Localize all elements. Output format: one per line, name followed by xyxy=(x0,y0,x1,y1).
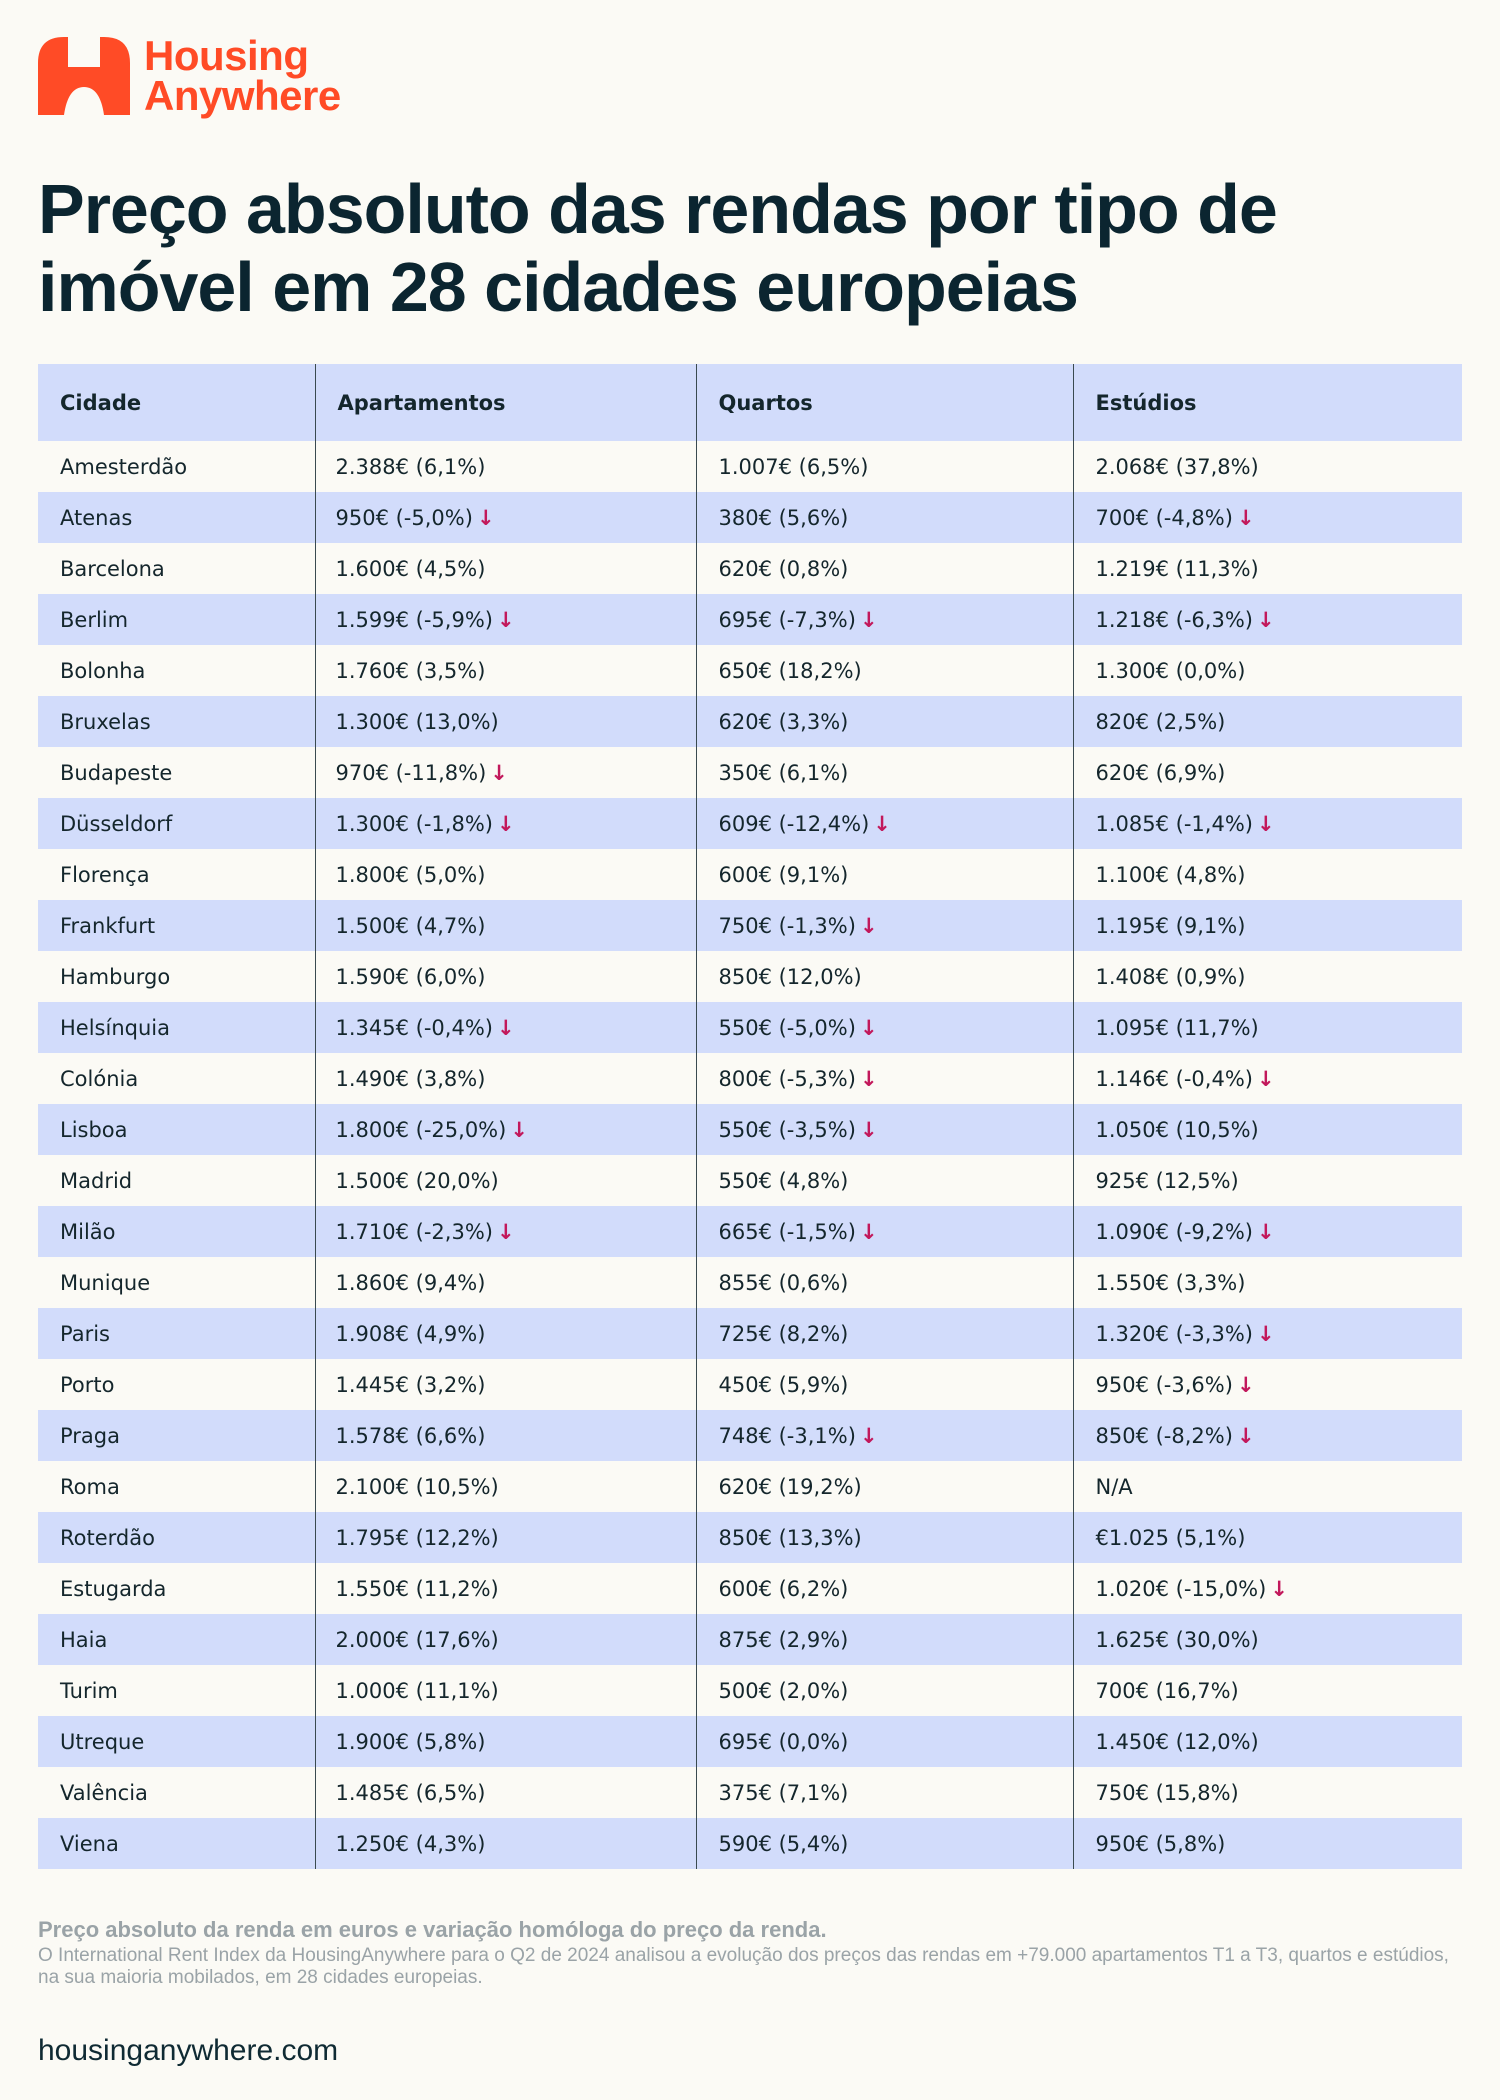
cell-room-value: 748€ (-3,1%) xyxy=(718,1423,856,1448)
cell-city xyxy=(38,1563,315,1614)
cell-studio xyxy=(1073,492,1462,543)
cell-apartment xyxy=(315,1308,696,1359)
cell-studio xyxy=(1073,1563,1462,1614)
cell-city-value: Paris xyxy=(60,1321,110,1346)
cell-city-value: Porto xyxy=(60,1372,115,1397)
table-row xyxy=(38,543,1462,594)
cell-city xyxy=(38,441,315,492)
cell-studio-value: 1.090€ (-9,2%) xyxy=(1095,1219,1253,1244)
cell-studio-value: 1.085€ (-1,4%) xyxy=(1095,811,1253,836)
cell-studio-value: 850€ (-8,2%) xyxy=(1095,1423,1233,1448)
down-arrow-icon: ↓ xyxy=(510,1117,528,1142)
cell-studio xyxy=(1073,696,1462,747)
cell-studio xyxy=(1073,1410,1462,1461)
cell-room xyxy=(696,798,1073,849)
cell-studio-value: 700€ (-4,8%) xyxy=(1095,505,1233,530)
cell-city xyxy=(38,951,315,1002)
cell-city-value: Roma xyxy=(60,1474,120,1499)
cell-apartment xyxy=(315,900,696,951)
cell-studio xyxy=(1073,798,1462,849)
cell-city-value: Turim xyxy=(60,1678,118,1703)
cell-city-value: Madrid xyxy=(60,1168,133,1193)
cell-room xyxy=(696,1053,1073,1104)
cell-room-value: 695€ (0,0%) xyxy=(718,1729,849,1754)
cell-studio xyxy=(1073,1512,1462,1563)
header-quartos: Quartos xyxy=(696,364,1073,441)
down-arrow-icon: ↓ xyxy=(1256,1219,1275,1244)
cell-studio xyxy=(1073,1665,1462,1716)
cell-studio xyxy=(1073,1716,1462,1767)
cell-city xyxy=(38,1206,315,1257)
cell-room-value: 850€ (12,0%) xyxy=(718,964,862,989)
cell-room xyxy=(696,1512,1073,1563)
cell-city xyxy=(38,645,315,696)
table-row xyxy=(38,1665,1462,1716)
cell-city-value: Hamburgo xyxy=(60,964,171,989)
cell-studio xyxy=(1073,1104,1462,1155)
cell-apartment-value: 1.578€ (6,6%) xyxy=(335,1423,486,1448)
down-arrow-icon: ↓ xyxy=(496,1219,515,1244)
brand-line-2: Anywhere xyxy=(144,72,341,119)
cell-studio xyxy=(1073,900,1462,951)
cell-apartment-value: 2.100€ (10,5%) xyxy=(335,1474,499,1499)
down-arrow-icon: ↓ xyxy=(1256,1066,1275,1091)
cell-city-value: Praga xyxy=(60,1423,120,1448)
cell-room-value: 500€ (2,0%) xyxy=(718,1678,849,1703)
cell-city-value: Florença xyxy=(60,862,150,887)
down-arrow-icon: ↓ xyxy=(496,811,515,836)
cell-city-value: Munique xyxy=(60,1270,151,1295)
brand-line-1: Housing xyxy=(144,32,309,79)
cell-room xyxy=(696,1818,1073,1869)
cell-room-value: 855€ (0,6%) xyxy=(718,1270,849,1295)
cell-apartment-value: 1.500€ (4,7%) xyxy=(335,913,486,938)
table-row xyxy=(38,1512,1462,1563)
cell-room xyxy=(696,1359,1073,1410)
table-row xyxy=(38,1461,1462,1512)
cell-city xyxy=(38,1410,315,1461)
cell-apartment-value: 1.590€ (6,0%) xyxy=(335,964,486,989)
cell-apartment xyxy=(315,1257,696,1308)
cell-city-value: Utreque xyxy=(60,1729,145,1754)
cell-studio-value: 925€ (12,5%) xyxy=(1095,1168,1239,1193)
cell-apartment-value: 1.445€ (3,2%) xyxy=(335,1372,486,1397)
footnote-title: Preço absoluto da renda em euros e variação homóloga do preço da renda. xyxy=(38,1917,827,1942)
cell-apartment-value: 1.345€ (-0,4%) xyxy=(335,1015,493,1040)
cell-apartment xyxy=(315,951,696,1002)
cell-city-value: Valência xyxy=(60,1780,148,1805)
cell-apartment-value: 1.300€ (-1,8%) xyxy=(335,811,493,836)
table-header-row xyxy=(38,364,1462,441)
down-arrow-icon: ↓ xyxy=(490,760,508,785)
cell-city-value: Milão xyxy=(60,1219,116,1244)
table-row xyxy=(38,1206,1462,1257)
cell-room-value: 620€ (3,3%) xyxy=(718,709,849,734)
cell-city-value: Helsínquia xyxy=(60,1015,170,1040)
cell-room-value: 600€ (6,2%) xyxy=(718,1576,849,1601)
table-row xyxy=(38,1359,1462,1410)
cell-room-value: 375€ (7,1%) xyxy=(718,1780,849,1805)
cell-studio xyxy=(1073,543,1462,594)
cell-studio xyxy=(1073,1155,1462,1206)
cell-apartment xyxy=(315,849,696,900)
table-body xyxy=(38,441,1462,1869)
cell-apartment-value: 1.600€ (4,5%) xyxy=(335,556,486,581)
table-row xyxy=(38,798,1462,849)
cell-city-value: Amesterdão xyxy=(60,454,188,479)
cell-apartment-value: 1.300€ (13,0%) xyxy=(335,709,499,734)
cell-apartment-value: 1.000€ (11,1%) xyxy=(335,1678,499,1703)
cell-studio-value: 1.100€ (4,8%) xyxy=(1095,862,1246,887)
cell-apartment xyxy=(315,1155,696,1206)
down-arrow-icon: ↓ xyxy=(859,607,878,632)
cell-city xyxy=(38,1716,315,1767)
cell-apartment-value: 1.860€ (9,4%) xyxy=(335,1270,486,1295)
cell-studio-value: 2.068€ (37,8%) xyxy=(1095,454,1259,479)
cell-room xyxy=(696,1002,1073,1053)
down-arrow-icon: ↓ xyxy=(1256,1321,1275,1346)
cell-apartment xyxy=(315,1002,696,1053)
cell-studio xyxy=(1073,1206,1462,1257)
cell-studio xyxy=(1073,1002,1462,1053)
cell-studio-value: €1.025 (5,1%) xyxy=(1095,1525,1246,1550)
cell-studio xyxy=(1073,645,1462,696)
cell-studio xyxy=(1073,1614,1462,1665)
cell-room xyxy=(696,543,1073,594)
cell-city-value: Berlim xyxy=(60,607,129,632)
cell-room-value: 609€ (-12,4%) xyxy=(718,811,870,836)
down-arrow-icon: ↓ xyxy=(1256,811,1275,836)
cell-apartment-value: 1.710€ (-2,3%) xyxy=(335,1219,493,1244)
cell-apartment-value: 1.908€ (4,9%) xyxy=(335,1321,486,1346)
cell-city xyxy=(38,1257,315,1308)
cell-city-value: Estugarda xyxy=(60,1576,167,1601)
cell-city xyxy=(38,1512,315,1563)
cell-apartment xyxy=(315,1053,696,1104)
table-row xyxy=(38,594,1462,645)
cell-room-value: 350€ (6,1%) xyxy=(718,760,849,785)
cell-room-value: 450€ (5,9%) xyxy=(718,1372,849,1397)
cell-apartment xyxy=(315,492,696,543)
table-row xyxy=(38,951,1462,1002)
cell-city-value: Colónia xyxy=(60,1066,139,1091)
cell-room-value: 550€ (-3,5%) xyxy=(718,1117,856,1142)
table-row xyxy=(38,1104,1462,1155)
cell-city-value: Roterdão xyxy=(60,1525,155,1550)
cell-studio xyxy=(1073,1461,1462,1512)
cell-apartment-value: 1.500€ (20,0%) xyxy=(335,1168,499,1193)
down-arrow-icon: ↓ xyxy=(1236,1423,1255,1448)
cell-city xyxy=(38,798,315,849)
page-title: Preço absoluto das rendas por tipo de imóvel em 28 cidades europeias xyxy=(38,170,1277,326)
footnote xyxy=(38,1917,1468,1989)
cell-studio xyxy=(1073,849,1462,900)
cell-room xyxy=(696,1614,1073,1665)
cell-studio xyxy=(1073,747,1462,798)
cell-city-value: Bolonha xyxy=(60,658,146,683)
cell-studio-value: 1.146€ (-0,4%) xyxy=(1095,1066,1253,1091)
cell-apartment xyxy=(315,696,696,747)
cell-studio xyxy=(1073,1308,1462,1359)
cell-city xyxy=(38,543,315,594)
cell-apartment-value: 1.599€ (-5,9%) xyxy=(335,607,493,632)
cell-apartment-value: 2.388€ (6,1%) xyxy=(335,454,486,479)
cell-room-value: 725€ (8,2%) xyxy=(718,1321,849,1346)
cell-studio xyxy=(1073,1053,1462,1104)
cell-room xyxy=(696,1665,1073,1716)
table-row xyxy=(38,849,1462,900)
cell-apartment xyxy=(315,1359,696,1410)
cell-room xyxy=(696,645,1073,696)
cell-room xyxy=(696,1767,1073,1818)
footnote-text: O International Rent Index da HousingAnywhere para o Q2 de 2024 analisou a evolução dos preços das rendas em +79.000 apartamentos T1 a T3, quartos e estúdios, na sua maioria mobilados, em 28 cidades europeias. xyxy=(38,1945,1449,1988)
cell-room xyxy=(696,1104,1073,1155)
brand-logo xyxy=(38,32,341,119)
cell-studio xyxy=(1073,951,1462,1002)
cell-studio-value: 950€ (-3,6%) xyxy=(1095,1372,1233,1397)
cell-room-value: 750€ (-1,3%) xyxy=(718,913,856,938)
cell-apartment xyxy=(315,747,696,798)
cell-city xyxy=(38,900,315,951)
cell-studio-value: 1.095€ (11,7%) xyxy=(1095,1015,1259,1040)
cell-city-value: Bruxelas xyxy=(60,709,151,734)
cell-city xyxy=(38,1614,315,1665)
cell-studio-value: 1.300€ (0,0%) xyxy=(1095,658,1246,683)
cell-studio-value: 1.020€ (-15,0%) xyxy=(1095,1576,1267,1601)
cell-studio xyxy=(1073,1767,1462,1818)
cell-city-value: Budapeste xyxy=(60,760,173,785)
down-arrow-icon: ↓ xyxy=(1256,607,1275,632)
table-row xyxy=(38,696,1462,747)
cell-city xyxy=(38,849,315,900)
table-row xyxy=(38,1308,1462,1359)
cell-apartment-value: 950€ (-5,0%) xyxy=(335,505,473,530)
cell-room xyxy=(696,1257,1073,1308)
cell-room-value: 620€ (19,2%) xyxy=(718,1474,862,1499)
table-row xyxy=(38,1818,1462,1869)
table-row xyxy=(38,1155,1462,1206)
cell-studio-value: 1.218€ (-6,3%) xyxy=(1095,607,1253,632)
cell-apartment xyxy=(315,1461,696,1512)
cell-room-value: 620€ (0,8%) xyxy=(718,556,849,581)
cell-city xyxy=(38,1359,315,1410)
header-apartamentos: Apartamentos xyxy=(315,364,696,441)
cell-studio xyxy=(1073,1359,1462,1410)
cell-apartment xyxy=(315,1563,696,1614)
cell-apartment xyxy=(315,1206,696,1257)
table-row xyxy=(38,900,1462,951)
cell-room xyxy=(696,900,1073,951)
cell-room xyxy=(696,849,1073,900)
cell-city-value: Düsseldorf xyxy=(60,811,173,836)
cell-room-value: 875€ (2,9%) xyxy=(718,1627,849,1652)
down-arrow-icon: ↓ xyxy=(859,1219,878,1244)
cell-apartment xyxy=(315,1818,696,1869)
cell-room-value: 850€ (13,3%) xyxy=(718,1525,862,1550)
cell-studio-value: 1.320€ (-3,3%) xyxy=(1095,1321,1253,1346)
cell-studio-value: 1.408€ (0,9%) xyxy=(1095,964,1246,989)
cell-studio-value: 950€ (5,8%) xyxy=(1095,1831,1226,1856)
down-arrow-icon: ↓ xyxy=(1236,505,1255,530)
cell-studio-value: 620€ (6,9%) xyxy=(1095,760,1226,785)
cell-city xyxy=(38,1155,315,1206)
down-arrow-icon: ↓ xyxy=(496,607,515,632)
cell-city xyxy=(38,1767,315,1818)
cell-room xyxy=(696,951,1073,1002)
down-arrow-icon: ↓ xyxy=(859,1117,878,1142)
cell-apartment xyxy=(315,441,696,492)
header-estudios: Estúdios xyxy=(1073,364,1462,441)
cell-studio-value: 1.550€ (3,3%) xyxy=(1095,1270,1246,1295)
down-arrow-icon: ↓ xyxy=(859,1423,878,1448)
cell-apartment xyxy=(315,594,696,645)
cell-studio-value: N/A xyxy=(1095,1474,1133,1499)
cell-room xyxy=(696,1716,1073,1767)
cell-studio-value: 700€ (16,7%) xyxy=(1095,1678,1239,1703)
cell-city-value: Lisboa xyxy=(60,1117,128,1142)
table-row xyxy=(38,1614,1462,1665)
cell-apartment-value: 1.490€ (3,8%) xyxy=(335,1066,486,1091)
table-row xyxy=(38,1002,1462,1053)
down-arrow-icon: ↓ xyxy=(1270,1576,1288,1601)
down-arrow-icon: ↓ xyxy=(476,505,495,530)
cell-apartment xyxy=(315,1665,696,1716)
table-row xyxy=(38,492,1462,543)
cell-room xyxy=(696,594,1073,645)
cell-room xyxy=(696,1410,1073,1461)
cell-room xyxy=(696,1461,1073,1512)
header-cidade: Cidade xyxy=(38,364,315,441)
table-row xyxy=(38,1053,1462,1104)
cell-apartment-value: 970€ (-11,8%) xyxy=(335,760,487,785)
table-row xyxy=(38,441,1462,492)
cell-room-value: 800€ (-5,3%) xyxy=(718,1066,856,1091)
table-row xyxy=(38,645,1462,696)
website-link[interactable]: housinganywhere.com xyxy=(38,2034,339,2067)
cell-apartment-value: 1.800€ (5,0%) xyxy=(335,862,486,887)
cell-studio-value: 1.219€ (11,3%) xyxy=(1095,556,1259,581)
down-arrow-icon: ↓ xyxy=(859,1066,878,1091)
cell-apartment-value: 1.250€ (4,3%) xyxy=(335,1831,486,1856)
cell-studio xyxy=(1073,441,1462,492)
cell-city xyxy=(38,594,315,645)
cell-apartment-value: 1.900€ (5,8%) xyxy=(335,1729,486,1754)
cell-room xyxy=(696,696,1073,747)
cell-studio-value: 1.625€ (30,0%) xyxy=(1095,1627,1259,1652)
cell-apartment-value: 1.485€ (6,5%) xyxy=(335,1780,486,1805)
cell-room-value: 650€ (18,2%) xyxy=(718,658,862,683)
cell-room-value: 550€ (4,8%) xyxy=(718,1168,849,1193)
cell-apartment-value: 1.760€ (3,5%) xyxy=(335,658,486,683)
cell-studio xyxy=(1073,594,1462,645)
cell-studio xyxy=(1073,1257,1462,1308)
down-arrow-icon: ↓ xyxy=(496,1015,515,1040)
cell-city-value: Atenas xyxy=(60,505,133,530)
cell-room xyxy=(696,441,1073,492)
cell-apartment xyxy=(315,798,696,849)
cell-city xyxy=(38,1818,315,1869)
cell-city xyxy=(38,1461,315,1512)
cell-room xyxy=(696,492,1073,543)
cell-city xyxy=(38,1053,315,1104)
down-arrow-icon: ↓ xyxy=(1236,1372,1255,1397)
cell-city xyxy=(38,696,315,747)
cell-apartment-value: 2.000€ (17,6%) xyxy=(335,1627,499,1652)
cell-apartment xyxy=(315,645,696,696)
cell-apartment-value: 1.800€ (-25,0%) xyxy=(335,1117,507,1142)
cell-city-value: Viena xyxy=(60,1831,119,1856)
cell-city xyxy=(38,492,315,543)
cell-city xyxy=(38,1665,315,1716)
down-arrow-icon: ↓ xyxy=(873,811,891,836)
cell-studio-value: 820€ (2,5%) xyxy=(1095,709,1226,734)
cell-room xyxy=(696,1155,1073,1206)
cell-apartment xyxy=(315,1767,696,1818)
brand-name xyxy=(144,32,341,119)
down-arrow-icon: ↓ xyxy=(859,913,878,938)
cell-apartment xyxy=(315,543,696,594)
cell-studio-value: 750€ (15,8%) xyxy=(1095,1780,1239,1805)
cell-studio xyxy=(1073,1818,1462,1869)
cell-apartment-value: 1.550€ (11,2%) xyxy=(335,1576,499,1601)
cell-apartment xyxy=(315,1410,696,1461)
table-row xyxy=(38,747,1462,798)
cell-room xyxy=(696,747,1073,798)
cell-apartment xyxy=(315,1104,696,1155)
cell-city-value: Frankfurt xyxy=(60,913,156,938)
housinganywhere-logo-icon xyxy=(38,37,130,115)
cell-city xyxy=(38,1104,315,1155)
cell-studio-value: 1.195€ (9,1%) xyxy=(1095,913,1246,938)
table-row xyxy=(38,1410,1462,1461)
cell-room-value: 665€ (-1,5%) xyxy=(718,1219,856,1244)
cell-room-value: 550€ (-5,0%) xyxy=(718,1015,856,1040)
table-row xyxy=(38,1767,1462,1818)
table-row xyxy=(38,1257,1462,1308)
cell-apartment xyxy=(315,1716,696,1767)
cell-apartment xyxy=(315,1614,696,1665)
cell-room xyxy=(696,1563,1073,1614)
cell-room-value: 600€ (9,1%) xyxy=(718,862,849,887)
cell-city-value: Haia xyxy=(60,1627,108,1652)
cell-room-value: 590€ (5,4%) xyxy=(718,1831,849,1856)
down-arrow-icon: ↓ xyxy=(859,1015,878,1040)
rent-table xyxy=(38,364,1462,1869)
cell-city xyxy=(38,1308,315,1359)
cell-city-value: Barcelona xyxy=(60,556,165,581)
cell-apartment xyxy=(315,1512,696,1563)
cell-city xyxy=(38,747,315,798)
table-row xyxy=(38,1716,1462,1767)
cell-room xyxy=(696,1206,1073,1257)
cell-apartment-value: 1.795€ (12,2%) xyxy=(335,1525,499,1550)
cell-city xyxy=(38,1002,315,1053)
cell-room-value: 695€ (-7,3%) xyxy=(718,607,856,632)
cell-room-value: 1.007€ (6,5%) xyxy=(718,454,869,479)
cell-room-value: 380€ (5,6%) xyxy=(718,505,849,530)
cell-studio-value: 1.050€ (10,5%) xyxy=(1095,1117,1259,1142)
cell-room xyxy=(696,1308,1073,1359)
cell-studio-value: 1.450€ (12,0%) xyxy=(1095,1729,1259,1754)
table-row xyxy=(38,1563,1462,1614)
